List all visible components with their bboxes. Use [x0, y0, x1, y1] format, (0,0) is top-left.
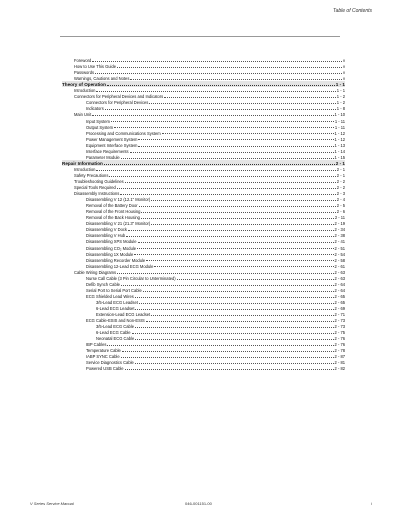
toc-entry-label: 6-Lead ECG Leadset [96, 305, 135, 311]
toc-leader-dots [117, 273, 333, 274]
toc-entry-page: 1 - 2 [336, 100, 345, 106]
toc-leader-dots [139, 303, 334, 304]
toc-entry-label: How to Use This Guide [74, 64, 117, 70]
toc-entry-page: 2 - 1 [336, 172, 345, 178]
toc-leader-dots [122, 351, 334, 352]
toc-entry-label: Removal of the Battery Door [86, 203, 138, 209]
toc-entry-page: 2 - 63 [334, 275, 345, 281]
toc-entry-page: 2 - 34 [334, 227, 345, 233]
toc-leader-dots [151, 200, 336, 201]
toc-entry-page: 1 - 2 [336, 94, 345, 100]
toc-entry-label: 3/5-Lead ECG Leadset [96, 299, 138, 305]
toc-entry-label: ECG Cable-ESIS and Non-ESIS [86, 318, 145, 324]
toc-leader-dots [138, 146, 333, 147]
toc-entry-page: 2 - 3 [336, 191, 345, 197]
toc-entry-label: Neonatal ECG Cable [96, 336, 135, 342]
toc-leader-dots [111, 121, 334, 122]
toc-entry-label: Disassembling V 12 (12.1" Monitor) [86, 197, 151, 203]
toc-entry-page: 1 - 12 [334, 130, 345, 136]
footer-part-number: 046-001151-00 [185, 501, 212, 506]
toc-leader-dots [151, 315, 333, 316]
toc-leader-dots [137, 248, 333, 249]
toc-entry[interactable] [62, 365, 345, 371]
toc-entry-label: Disassembling CO₂ Module [86, 245, 137, 251]
toc-entry-label: Nurse Call Cable (3 Pin Circular to Unterminated) [86, 275, 176, 281]
toc-entry-label: Indicators [86, 106, 104, 112]
toc-entry-page: 2 - 2 [336, 185, 345, 191]
toc-entry-label: Defib Synch Cable [86, 281, 120, 287]
toc-entry-page: 2 - 51 [334, 245, 345, 251]
toc-entry-page: 2 - 41 [334, 239, 345, 245]
toc-entry-label: ECG Shielded Lead Wires [86, 293, 134, 299]
toc-entry-label: Introduction [74, 88, 96, 94]
toc-entry-page: 2 - 87 [334, 354, 345, 360]
toc-entry-page: 2 - 64 [334, 287, 345, 293]
toc-entry-label: Disassembling V 21 (21.3" Monitor) [86, 221, 151, 227]
toc-entry-label: Output System [86, 124, 114, 130]
toc-entry-label: Removal of the Front Housing [86, 209, 141, 215]
toc-entry-page: 1 - 14 [334, 148, 345, 154]
toc-leader-dots [107, 345, 333, 346]
toc-entry-label: Foreword [74, 58, 92, 64]
toc-entry-page: 2 - 2 [336, 178, 345, 184]
toc-leader-dots [96, 91, 335, 92]
toc-leader-dots [135, 363, 334, 364]
toc-entry-label: Disassembly Instructions [74, 191, 120, 197]
toc-leader-dots [177, 279, 334, 280]
toc-entry-label: Input System [86, 118, 110, 124]
toc-leader-dots [114, 127, 334, 128]
toc-entry-page: 2 - 73 [334, 318, 345, 324]
toc-entry-page: 2 - 19 [334, 221, 345, 227]
toc-entry-label: Repair Information [62, 160, 103, 166]
toc-entry-page: v [342, 76, 345, 82]
toc-leader-dots [138, 139, 333, 140]
footer-manual-title: V Series Service Manual [30, 501, 74, 506]
toc-entry-label: Powered USB Cable [86, 366, 124, 372]
toc-leader-dots [121, 357, 334, 358]
toc-entry-label: Disassembling V Hub [86, 233, 126, 239]
toc-entry-page: 2 - 38 [334, 233, 345, 239]
toc-leader-dots [134, 254, 333, 255]
toc-entry-label: Disassembling V Dock [86, 227, 127, 233]
toc-entry-page: 2 - 76 [334, 336, 345, 342]
toc-leader-dots [104, 164, 335, 165]
toc-entry-page: 2 - 65 [334, 293, 345, 299]
toc-entry-page: 1 - 1 [335, 82, 345, 88]
toc-leader-dots [121, 158, 334, 159]
toc-entry-page: 2 - 71 [334, 312, 345, 318]
toc-leader-dots [92, 115, 333, 116]
toc-leader-dots [135, 309, 333, 310]
toc-entry-label: Troubleshooting Guidelines [74, 178, 124, 184]
toc-entry-page: 2 - 75 [334, 330, 345, 336]
toc-entry-page: 1 - 10 [334, 112, 345, 118]
footer-page-number: i [371, 501, 372, 506]
toc-leader-dots [141, 212, 335, 213]
header-divider [60, 36, 340, 37]
toc-leader-dots [138, 242, 334, 243]
toc-entry-label: Warnings, Cautions and Notes [74, 76, 130, 82]
toc-entry-page: 1 - 8 [336, 106, 345, 112]
toc-entry-page: 2 - 1 [336, 166, 345, 172]
toc-entry-page: 1 - 12 [334, 136, 345, 142]
toc-leader-dots [135, 327, 334, 328]
toc-leader-dots [130, 79, 342, 80]
toc-leader-dots [146, 260, 333, 261]
toc-entry-page: v [342, 58, 345, 64]
toc-leader-dots [162, 133, 334, 134]
toc-entry-page: 2 - 61 [334, 263, 345, 269]
toc-entry-label: Processing and Communications System [86, 130, 161, 136]
toc-leader-dots [121, 285, 334, 286]
toc-entry-label: Theory of Operation [62, 82, 106, 88]
running-header: Table of Contents [332, 8, 372, 14]
toc-leader-dots [125, 369, 334, 370]
toc-entry-label: Disassembling 12-Lead ECG Module [86, 263, 154, 269]
toc-entry-page: v [342, 70, 345, 76]
toc-entry-page: 1 - 13 [334, 142, 345, 148]
toc-leader-dots [128, 230, 334, 231]
toc-entry-label: Power Management System [86, 136, 138, 142]
toc-entry-label: Temperature Cable [86, 348, 121, 354]
toc-leader-dots [130, 152, 334, 153]
toc-entry-page: 1 - 1 [336, 88, 345, 94]
toc-leader-dots [95, 73, 342, 74]
toc-entry-page: 2 - 1 [335, 160, 345, 166]
toc-leader-dots [126, 236, 333, 237]
toc-entry-label: Main Unit [74, 112, 92, 118]
toc-entry-page: 2 - 78 [334, 348, 345, 354]
toc-leader-dots [105, 109, 336, 110]
toc-leader-dots [139, 206, 336, 207]
toc-entry-label: Removal of the Back Housing [86, 215, 140, 221]
toc-entry-page: 2 - 65 [334, 299, 345, 305]
toc-leader-dots [143, 291, 334, 292]
toc-entry-label: Safety Precautions [74, 172, 109, 178]
toc-entry-label: Passwords [74, 70, 95, 76]
toc-entry-page: 2 - 81 [334, 360, 345, 366]
toc-entry-label: Disassembling Recorder Module [86, 257, 146, 263]
toc-entry-label: Introduction [74, 166, 96, 172]
toc-leader-dots [135, 297, 334, 298]
toc-leader-dots [117, 188, 336, 189]
toc-leader-dots [146, 321, 334, 322]
toc-leader-dots [107, 85, 335, 86]
toc-leader-dots [125, 182, 336, 183]
toc-entry-page: 2 - 63 [334, 269, 345, 275]
toc-entry-page: 2 - 69 [334, 305, 345, 311]
toc-leader-dots [151, 224, 333, 225]
toc-entry-label: Interface Requirements [86, 148, 129, 154]
toc-entry-page: 2 - 82 [334, 366, 345, 372]
toc-entry-page: 2 - 64 [334, 281, 345, 287]
toc-entry-page: 2 - 5 [336, 203, 345, 209]
toc-entry-page: 1 - 11 [334, 118, 345, 124]
toc-entry-label: Connectors for Peripheral Devices and Indicators [74, 94, 164, 100]
toc-entry-label: Special Tools Required [74, 185, 116, 191]
toc-leader-dots [132, 333, 334, 334]
toc-entry-page: 2 - 11 [334, 215, 345, 221]
toc-leader-dots [154, 266, 333, 267]
toc-leader-dots [135, 339, 333, 340]
toc-entry-label: Equipment Interface System [86, 142, 138, 148]
table-of-contents [62, 57, 345, 371]
toc-leader-dots [109, 176, 335, 177]
toc-entry-label: Parameter Module [86, 154, 120, 160]
toc-entry-label: Disassembling XPS Module [86, 239, 137, 245]
toc-entry-label: Disassembling 1X Module [86, 251, 134, 257]
toc-entry-label: Connectors for Peripheral Devices [86, 100, 149, 106]
toc-leader-dots [141, 218, 334, 219]
toc-entry-page: 2 - 54 [334, 251, 345, 257]
toc-leader-dots [96, 170, 335, 171]
toc-entry-page: 2 - 4 [336, 197, 345, 203]
toc-leader-dots [164, 97, 336, 98]
toc-entry-label: Extension-Lead ECG Leadset [96, 312, 151, 318]
toc-entry-label: IABP SYNC Cable [86, 354, 120, 360]
toc-entry-page: 2 - 58 [334, 257, 345, 263]
toc-leader-dots [120, 194, 336, 195]
toc-entry-label: Serial Port to Serial Port Cable [86, 287, 142, 293]
toc-leader-dots [149, 103, 335, 104]
toc-entry-label: 3/5-Lead ECG Cable [96, 324, 135, 330]
toc-leader-dots [117, 67, 342, 68]
toc-entry-label: Cable Wiring Diagrams [74, 269, 117, 275]
toc-entry-page: 1 - 11 [334, 124, 345, 130]
toc-entry-page: 1 - 15 [334, 154, 345, 160]
toc-entry-page: v [342, 64, 345, 70]
toc-entry-label: 6-Lead ECG Cable [96, 330, 131, 336]
toc-entry-label: Service Diagnostics Cable [86, 360, 134, 366]
toc-leader-dots [92, 61, 342, 62]
toc-entry-page: 2 - 76 [334, 342, 345, 348]
toc-entry-page: 2 - 6 [336, 209, 345, 215]
toc-entry-label: IBP Cables [86, 342, 107, 348]
toc-entry-page: 2 - 73 [334, 324, 345, 330]
